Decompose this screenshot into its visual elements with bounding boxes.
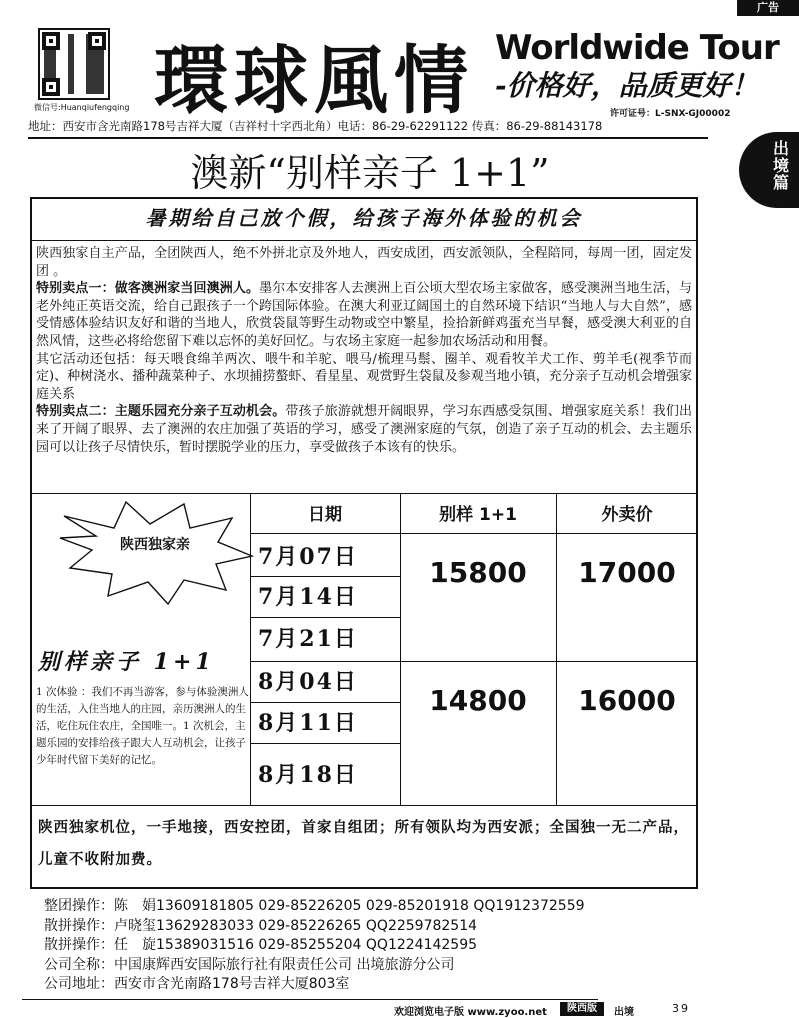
brand-name-en: Worldwide Tour [495, 28, 779, 68]
table-border [556, 493, 557, 805]
departure-date: 8月11日 [258, 710, 358, 736]
product-highlights: 陕西独家机位，一手地接，西安控团，首家自组团；所有领队均为西安派；全国独一无二产品，儿童不收附加费。 [38, 819, 689, 868]
selling-point-2-label: 特别卖点二：主题乐园充分亲子互动机会。 [36, 404, 286, 420]
contact-line: 散拼操作：任 旋15389031516 029-85255204 QQ1224142595 [44, 937, 478, 953]
license-number: 许可证号：L-SNX-GJ00002 [610, 109, 731, 119]
table-border [250, 533, 698, 534]
departure-date: 7月07日 [258, 544, 358, 570]
footer-promo: 欢迎浏览电子版 www.zyoo.net [394, 1007, 547, 1018]
divider [22, 999, 598, 1000]
table-border [250, 617, 400, 618]
wechat-id: 微信号:Huanqiufengqing [34, 103, 130, 112]
departure-date: 7月14日 [258, 584, 358, 610]
departure-date: 8月18日 [258, 762, 358, 788]
subheading: 暑期给自己放个假，给孩子海外体验的机会 [145, 206, 583, 230]
table-border [250, 702, 400, 703]
header-date: 日期 [308, 505, 342, 525]
footer-section: 出境 [614, 1007, 634, 1018]
special-price: 14800 [429, 684, 527, 717]
page-title: 澳新“别样亲子 1+1” [190, 151, 550, 195]
divider [30, 240, 698, 241]
special-price: 15800 [429, 556, 527, 589]
table-border [400, 493, 401, 805]
product-description: 1 次体验 ：我们不再当游客，参与体验澳洲人的生活，入住当地人的庄园，亲历澳洲人的生活，吃住玩住农庄，全国唯一。1 次机会，主题乐园的安排给孩子跟大人互动机会，让孩子少年时代留下美好的记忆。 [36, 686, 249, 766]
ad-label: 广告 [737, 0, 799, 16]
departure-date: 7月21日 [258, 626, 358, 652]
table-border [30, 493, 698, 494]
contact-line: 整团操作：陈 娟13609181805 029-85226205 029-85201918 QQ1912372559 [44, 898, 585, 914]
product-name: 别样亲子 1+1 [38, 649, 215, 675]
table-border [250, 743, 400, 744]
retail-price: 16000 [578, 684, 676, 717]
table-border [250, 576, 400, 577]
header-special-price: 别样 1+1 [439, 505, 517, 525]
burst-label: 陕西独家亲 [120, 537, 190, 553]
contact-list [44, 897, 585, 995]
page-number: 39 [672, 1002, 690, 1015]
qr-code [38, 28, 110, 100]
contact-line: 公司地址：西安市含光南路178号吉祥大厦803室 [44, 976, 350, 992]
retail-price: 17000 [578, 556, 676, 589]
departure-date: 8月04日 [258, 669, 358, 695]
intro-text: 陕西独家自主产品，全团陕西人，绝不外拼北京及外地人，西安成团，西安派领队，全程陪同，每周一团，固定发团 。 特别卖点一：做客澳洲家当回澳洲人。墨尔本安排客人去澳洲上百公顷大型农场主家做客，感受澳洲当地生活，与老外纯正英语交流，给自己跟孩子一个跨国际体验。在澳大利亚辽阔国土的自然环境下结识“当地人与大自然”，感受情感体验结识友好和谐的当地人，欣赏袋鼠等野生动物或空中繁星，捡拾新鲜鸡蛋充当早餐，感受澳大利亚的自然风情，这些必将给您留下难以忘怀的美好回忆。与农场主家庭一起参加农场活动和用餐。 其它活动还包括：每天喂食绵羊两次、喂牛和羊驼、喂马/梳理马鬃、圈羊、观看牧羊犬工作、剪羊毛(视季节而定)、种树浇水、播种蔬菜种子、水坝捕捞螯虾、看星星、观赏野生袋鼠及参观当地小镇，充分亲子互动机会增强家庭关系 特别卖点二：主题乐园充分亲子互动机会。带孩子旅游就想开阔眼界，学习东西感受氛围、增强家庭关系！我们出来了开阔了眼界、去了澳洲的农庄加强了英语的学习，感受了澳洲家庭的气氛，创造了亲子互动的机会、去主题乐园可以让孩子尽情快乐，暂时摆脱学业的压力，享受做孩子本该有的快乐。 [36, 246, 692, 455]
brand-name-cn: 環球風情 [154, 38, 474, 124]
selling-point-1-label: 特别卖点一：做客澳洲家当回澳洲人。 [36, 281, 260, 297]
section-tab: 出 境 篇 [739, 132, 799, 208]
header-retail-price: 外卖价 [601, 505, 653, 525]
header-address: 地址：西安市含光南路178号吉祥大厦（吉祥村十字西北角）电话：86-29-62291122 传真：86-29-88143178 [28, 119, 603, 133]
divider [28, 137, 708, 139]
table-border [250, 661, 698, 662]
contact-line: 散拼操作：卢晓玺13629283033 029-85226265 QQ2259782514 [44, 917, 478, 934]
edition-badge: 陕西版 [560, 1002, 604, 1016]
contact-line: 公司全称：中国康辉西安国际旅行社有限责任公司 出境旅游分公司 [44, 956, 455, 973]
table-border [30, 805, 698, 806]
slogan: -价格好，品质更好！ [495, 69, 759, 102]
